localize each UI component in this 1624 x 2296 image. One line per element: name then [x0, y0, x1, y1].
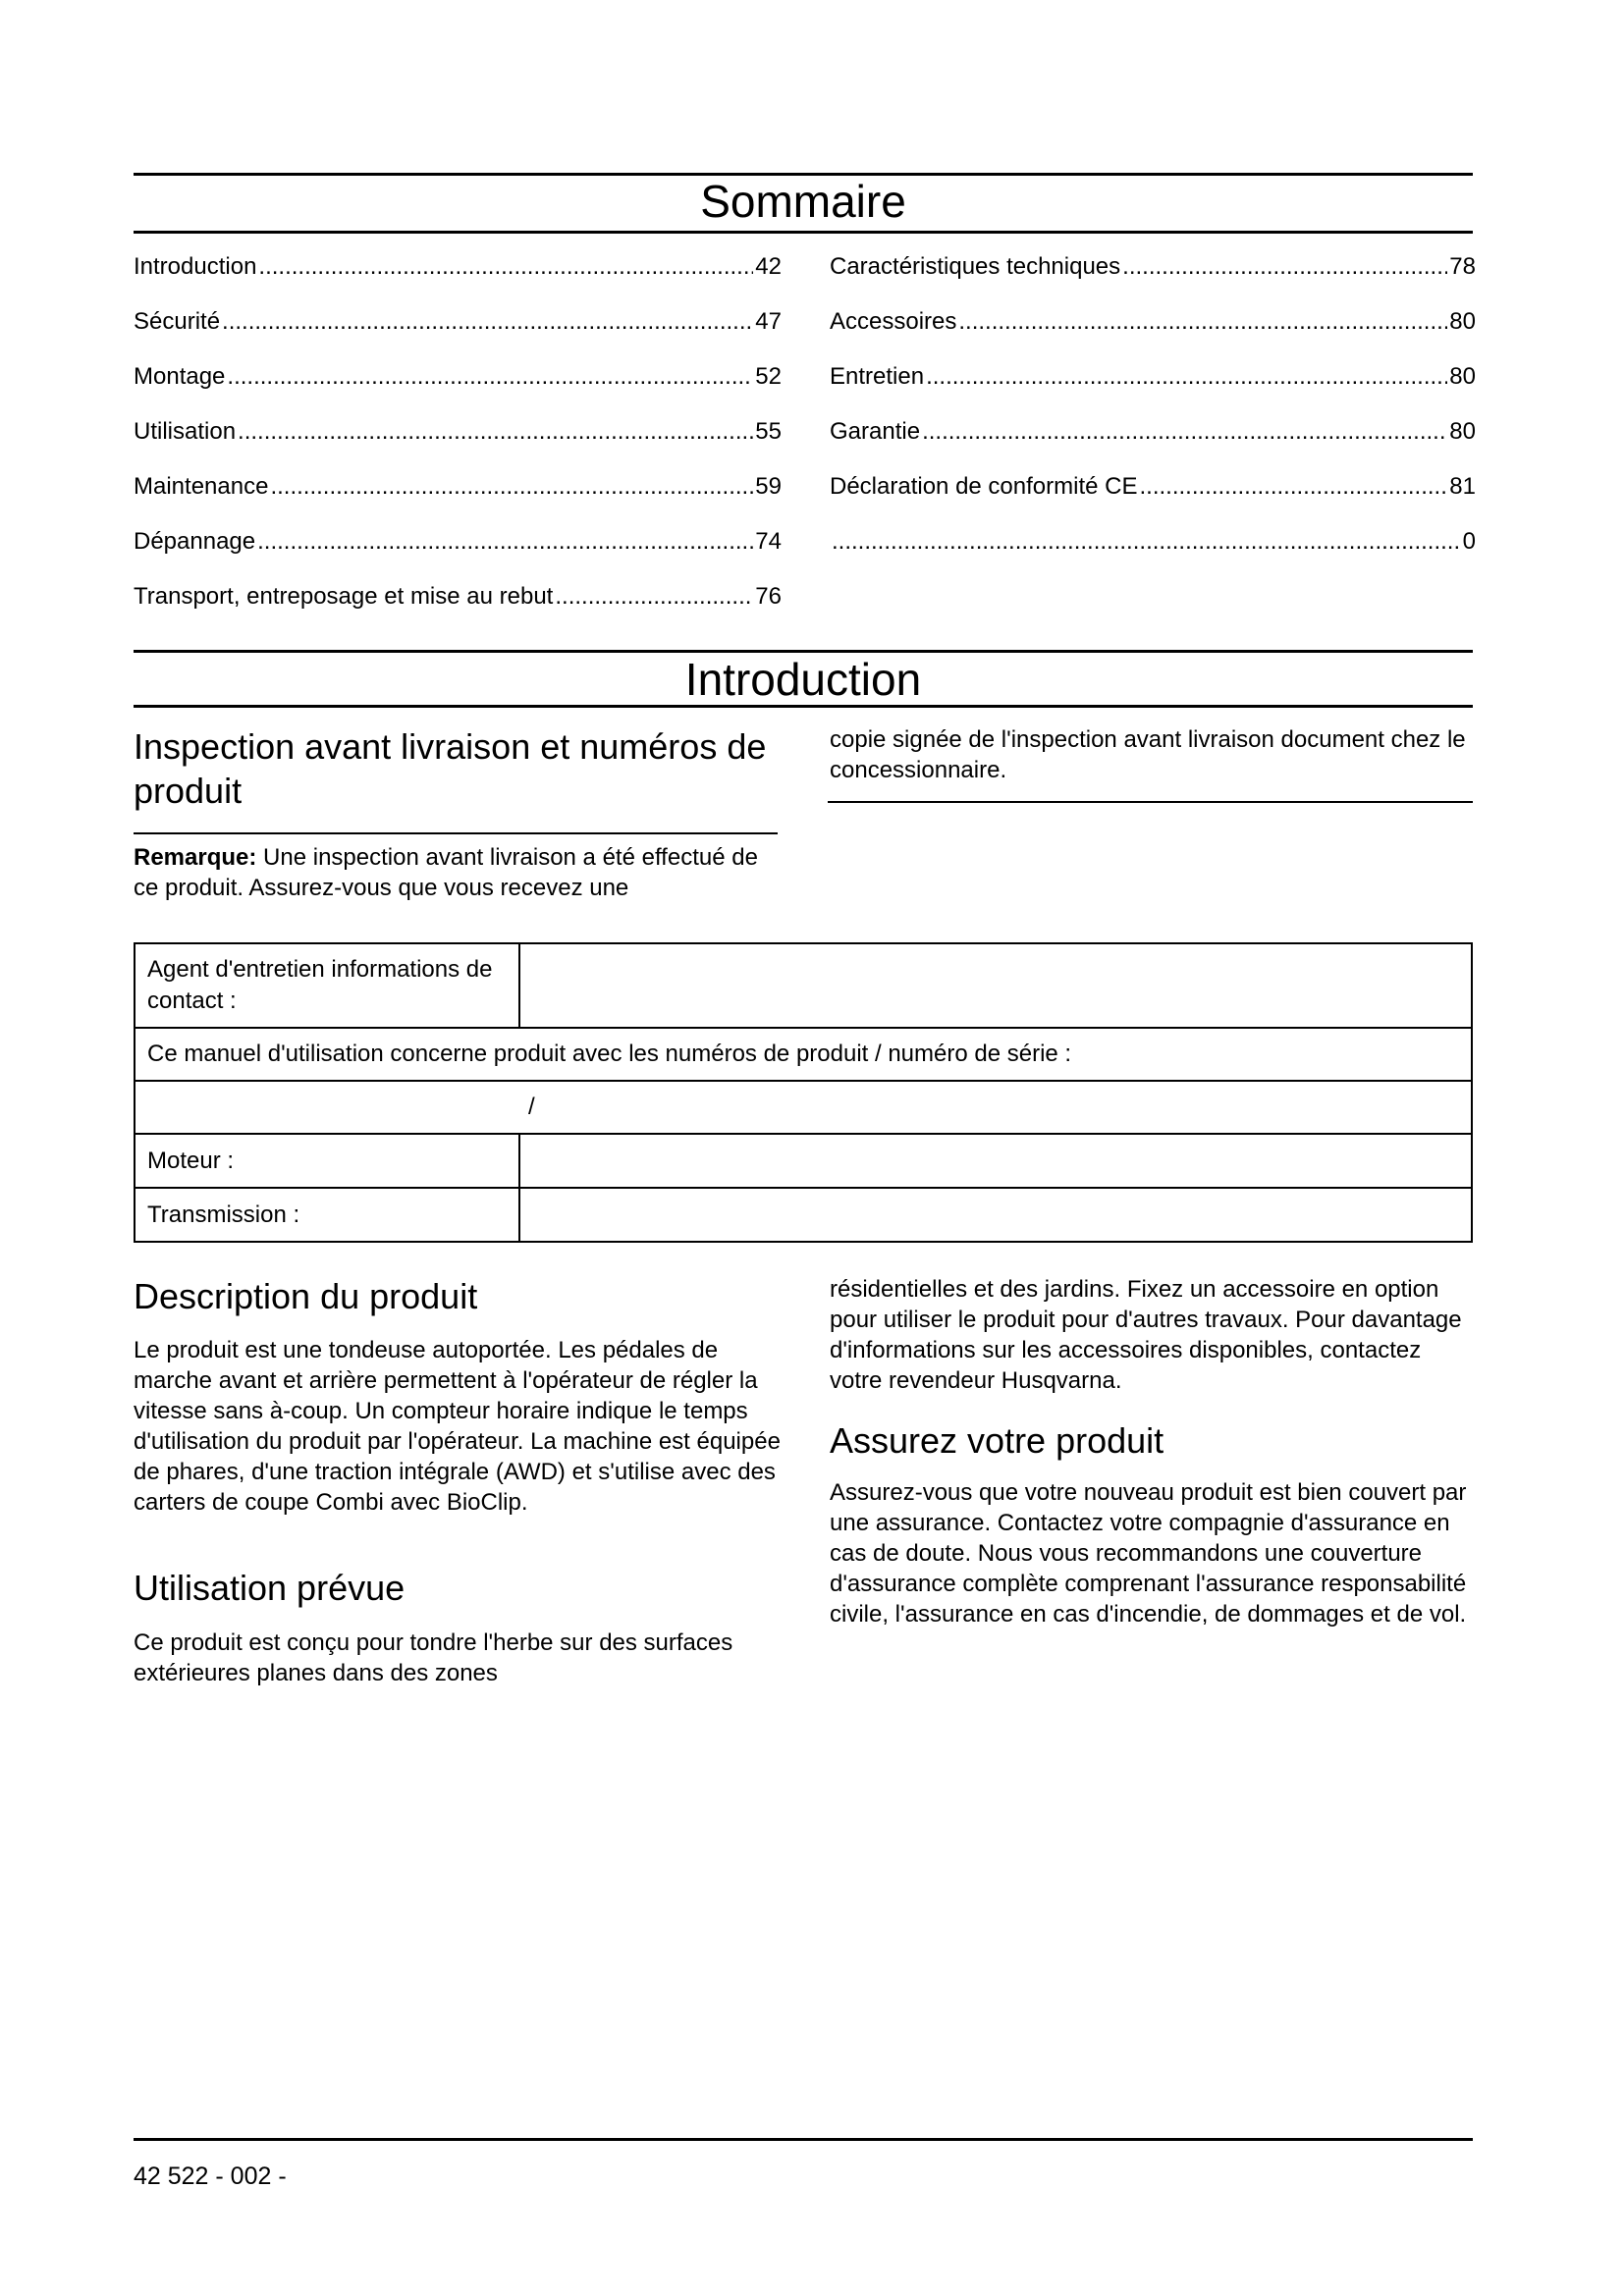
service-agent-value[interactable]: [519, 943, 1472, 1028]
remark-continued-rule: [828, 801, 1473, 803]
inspection-heading: Inspection avant livraison et numéros de produit: [134, 726, 767, 811]
toc-right-column: [830, 245, 1476, 575]
toc-entry-empty[interactable]: ..... 0: [830, 520, 1476, 575]
footer-rule: [134, 2138, 1473, 2141]
toc-entry-entretien[interactable]: Entretien ..... 80: [830, 355, 1476, 410]
manual-applies-label: Ce manuel d'utilisation concerne produit avec les numéros de produit / numéro de série :: [135, 1028, 1472, 1081]
remark-continued: copie signée de l'inspection avant livraison document chez le concessionnaire.: [830, 726, 1466, 783]
product-serial-separator: /: [528, 1094, 535, 1120]
toc-entry-montage[interactable]: Montage ..... 52: [134, 355, 782, 410]
remark-paragraph: [134, 842, 782, 903]
service-agent-label: Agent d'entretien informations de contact :: [135, 943, 519, 1028]
inspection-heading-rule: [134, 832, 778, 834]
toc-entry-depannage[interactable]: Dépannage ..... 74: [134, 520, 782, 575]
toc-bottom-rule: [134, 231, 1473, 234]
toc-entry-utilisation[interactable]: Utilisation ..... 55: [134, 410, 782, 465]
insurance-heading: Assurez votre produit: [830, 1420, 1164, 1461]
toc-title: Sommaire: [700, 176, 906, 227]
intended-use-heading: Utilisation prévue: [134, 1568, 406, 1608]
transmission-value[interactable]: [519, 1188, 1472, 1242]
toc-entry-accessoires[interactable]: Accessoires ..... 80: [830, 300, 1476, 355]
description-heading: Description du produit: [134, 1276, 478, 1316]
footer-page-ref: 42 522 - 002 -: [134, 2163, 287, 2190]
description-text: Le produit est une tondeuse autoportée. Les pédales de marche avant et arrière permettent à l'opérateur de régler la vitesse sans à-coup. Un compteur horaire indique le temps d'utilisation du produit par l'opérateur. La machine est équipée de phares, d'une traction intégrale (AWD) et s'utilise avec des carters de coupe Combi avec BioClip.: [134, 1337, 781, 1516]
remark-text: Une inspection avant livraison a été effectué de ce produit. Assurez-vous que vous recevez une: [134, 844, 758, 901]
product-info-table: [134, 942, 1473, 1243]
toc-left-column: [134, 245, 782, 630]
engine-label: Moteur :: [135, 1134, 519, 1188]
intended-use-text-continued: résidentielles et des jardins. Fixez un accessoire en option pour utiliser le produit pour d'autres travaux. Pour davantage d'informations sur les accessoires disponibles, contactez votre revendeur Husqvarna.: [830, 1276, 1462, 1394]
transmission-label: Transmission :: [135, 1188, 519, 1242]
toc-entry-declaration[interactable]: Déclaration de conformité CE ..... 81: [830, 465, 1476, 520]
intro-bottom-rule: [134, 705, 1473, 708]
remark-label: Remarque:: [134, 844, 257, 871]
intended-use-text: Ce produit est conçu pour tondre l'herbe sur des surfaces extérieures planes dans des zones: [134, 1629, 733, 1686]
intro-title: Introduction: [684, 654, 922, 705]
toc-entry-garantie[interactable]: Garantie ..... 80: [830, 410, 1476, 465]
product-serial-row[interactable]: [135, 1081, 1472, 1134]
toc-entry-transport[interactable]: Transport, entreposage et mise au rebut ..... 76: [134, 575, 782, 630]
insurance-text: Assurez-vous que votre nouveau produit est bien couvert par une assurance. Contactez votre compagnie d'assurance en cas de doute. Nous vous recommandons une couverture d'assurance complète comprenant l'assurance responsabilité civile, l'assurance en cas d'incendie, de dommages et de vol.: [830, 1479, 1467, 1628]
toc-entry-maintenance[interactable]: Maintenance ..... 59: [134, 465, 782, 520]
engine-value[interactable]: [519, 1134, 1472, 1188]
toc-entry-caracteristiques[interactable]: Caractéristiques techniques ..... 78: [830, 245, 1476, 300]
toc-entry-introduction[interactable]: Introduction ..... 42: [134, 245, 782, 300]
toc-entry-securite[interactable]: Sécurité ..... 47: [134, 300, 782, 355]
